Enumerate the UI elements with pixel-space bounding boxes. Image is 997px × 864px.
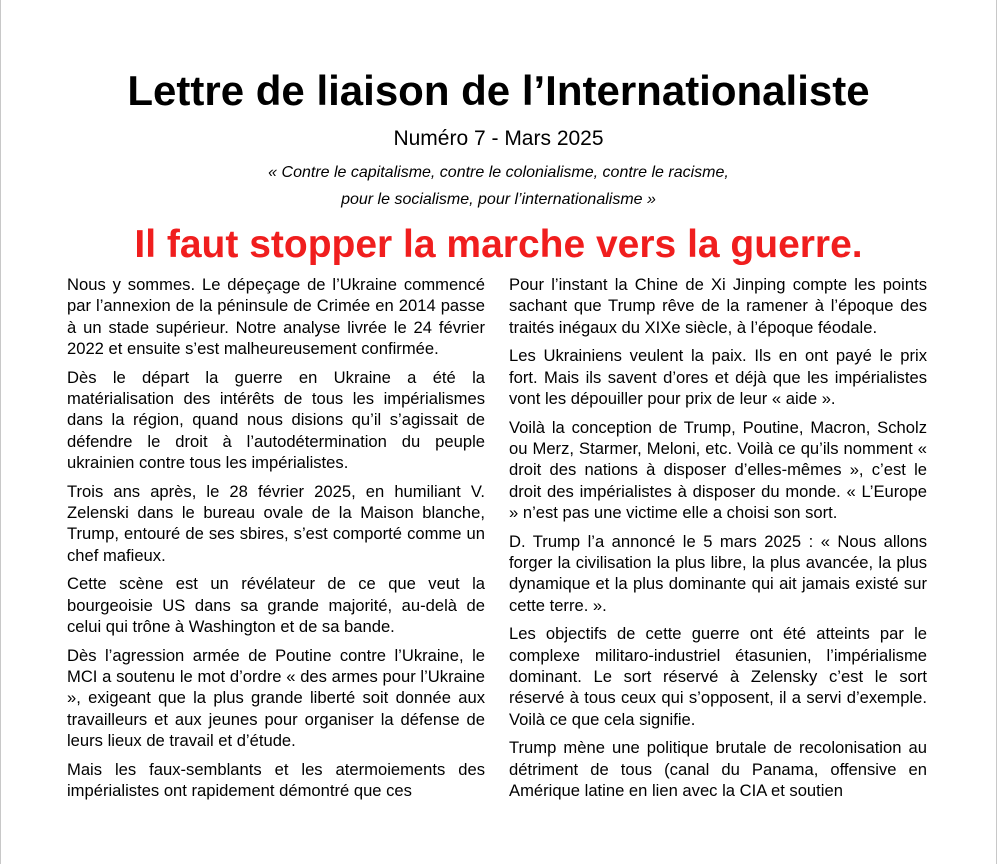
issue-number: Numéro 7 - Mars 2025 xyxy=(393,127,604,150)
paragraph: Les Ukrainiens veulent la paix. Ils en ont payé le prix fort. Mais ils savent d’ores et déjà que les impérialistes vont les dépouiller pour prix de leur « aide ». xyxy=(509,346,927,408)
paragraph: Cette scène est un révélateur de ce que veut la bourgeoisie US dans sa grande majorité, au-delà de celui qui trône à Washington et de sa bande. xyxy=(67,574,485,636)
article-column-left xyxy=(67,274,485,809)
paragraph: D. Trump l’a annoncé le 5 mars 2025 : « Nous allons forger la civilisation la plus libre, la plus avancée, la plus dynamique et la plus dominante qui ait jamais existé sur cette terre. ». xyxy=(509,531,927,615)
article-headline: Il faut stopper la marche vers la guerre. xyxy=(134,223,863,266)
paragraph: Trump mène une politique brutale de recolonisation au détriment de tous (canal du Panama, offensive en Amérique latine en lien avec la CIA et soutien xyxy=(509,738,927,801)
article-column-right xyxy=(509,274,927,809)
newsletter-title: Lettre de liaison de l’Internationaliste xyxy=(127,67,870,114)
paragraph: Voilà la conception de Trump, Poutine, Macron, Scholz ou Merz, Starmer, Meloni, etc. Voilà ce qu’ils nomment « droit des nations à disposer d’elles-mêmes », c’est le droit des impérialistes à disposer du monde. « L’Europe » n’est pas une victime elle a choisi son sort. xyxy=(509,417,927,522)
paragraph: Dès l’agression armée de Poutine contre l’Ukraine, le MCI a soutenu le mot d’ordre « des armes pour l’Ukraine », exigeant que la plus grande liberté soit donnée aux travailleurs et aux jeunes pour organiser la défense de leurs lieux de travail et d’étude. xyxy=(67,645,485,750)
paragraph: Les objectifs de cette guerre ont été atteints par le complexe militaro-industriel étasunien, l’impérialisme dominant. Le sort réservé à Zelensky c’est le sort réservé à tous ceux qui s’opposent, il a servi d’exemple. Voilà ce que cela signifie. xyxy=(509,624,927,729)
paragraph: Pour l’instant la Chine de Xi Jinping compte les points sachant que Trump rêve de la ramener à l’époque des traités inégaux du XIXe siècle, à l’époque féodale. xyxy=(509,275,927,337)
motto-line-2: pour le socialisme, pour l’internationalisme » xyxy=(341,191,656,208)
paragraph: Trois ans après, le 28 février 2025, en humiliant V. Zelenski dans le bureau ovale de la Maison blanche, Trump, entouré de ses sbires, s’est comporté comme un chef mafieux. xyxy=(67,481,485,565)
motto-line-1: « Contre le capitalisme, contre le colonialisme, contre le racisme, xyxy=(268,164,729,181)
paragraph: Nous y sommes. Le dépeçage de l’Ukraine commencé par l’annexion de la péninsule de Crimée en 2014 passe à un stade supérieur. Notre analyse livrée le 24 février 2022 et ensuite s’est malheureusement confirmée. xyxy=(67,275,485,358)
paragraph: Dès le départ la guerre en Ukraine a été la matérialisation des intérêts de tous les impérialismes dans la région, quand nous disions qu’il s’agissait de défendre le droit à l’autodétermination du peuple ukrainien contre tous les impérialistes. xyxy=(67,367,485,472)
paragraph: Mais les faux-semblants et les atermoiements des impérialistes ont rapidement démontré que ces xyxy=(67,759,485,801)
